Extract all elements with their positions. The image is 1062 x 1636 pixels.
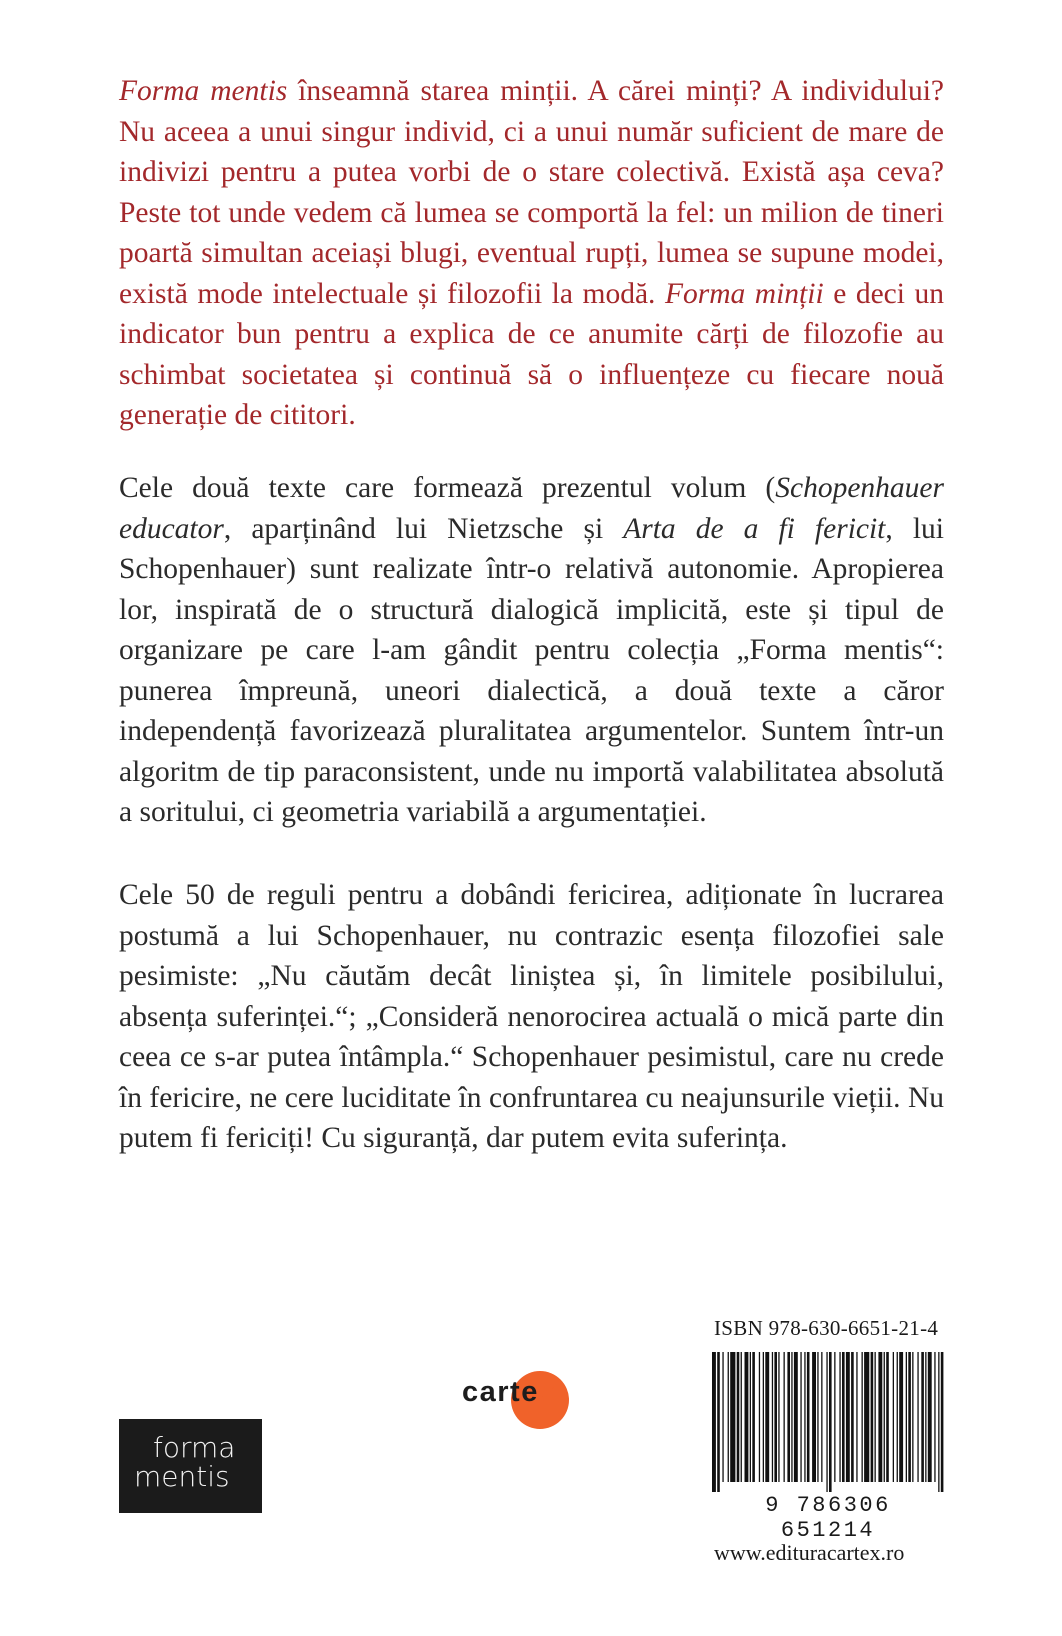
barcode-bar — [728, 1352, 729, 1482]
series-logo-line-1: forma — [153, 1431, 236, 1464]
barcode-bar — [938, 1352, 939, 1492]
barcode-bar — [925, 1352, 926, 1482]
barcode-bar — [917, 1352, 918, 1482]
intro-text: înseamnă starea minții. A cărei minți? A individului? Nu aceea a unui singur individ, ci a unui număr suficient de mare de indivizi pentru a putea vorbi de o stare colectivă. Există așa ceva? Peste tot unde vedem că lumea se comportă la fel: un milion de tineri poartă simultan aceiași blugi, eventual rupți, lumea se supune modei, există mode intelectuale și filozofii la modă. — [119, 75, 944, 310]
barcode-bar — [765, 1352, 769, 1482]
barcode-bar — [722, 1352, 723, 1482]
title-arta-de-a-fi-fericit: Arta de a fi fericit — [623, 512, 886, 545]
rules-paragraph — [119, 875, 944, 1159]
barcode-bar — [878, 1352, 882, 1482]
barcode-bar — [875, 1352, 876, 1482]
barcode-bar — [864, 1352, 869, 1482]
barcode-bar — [794, 1352, 798, 1482]
cartex-publisher-logo — [462, 1368, 602, 1438]
barcode-digits: 9 786306 651214 — [765, 1493, 891, 1543]
barcode-bar — [908, 1352, 911, 1482]
barcode-bar — [759, 1352, 760, 1482]
barcode-bar — [752, 1352, 755, 1482]
barcode-bar — [791, 1352, 792, 1482]
barcode-bar — [741, 1352, 742, 1482]
barcode-bar — [807, 1352, 810, 1482]
volume-text-1: Cele două texte care formează prezentul volum ( — [119, 472, 776, 504]
forma-mentis-series-logo — [119, 1419, 262, 1513]
barcode-bar — [717, 1352, 720, 1492]
volume-text-3: , lui Schopenhauer) sunt realizate într-o relativă autonomie. Apropierea lor, inspirată de o structură dialogică implicită, este și tipul de organizare pe care l-am gândit pentru colecția „Forma mentis“: punerea împreună, uneori dialectică, a două texte a căror independență favorizează pluralitatea argumentelor. Suntem într-un algoritm de tip paraconsistent, unde nu importă valabilitatea absolută a soritului, ci geometria variabilă a argumentației. — [119, 512, 944, 828]
barcode-bar — [787, 1352, 790, 1482]
barcode-bar — [934, 1352, 935, 1482]
barcode-bar — [834, 1352, 835, 1482]
barcode-bar — [851, 1352, 854, 1482]
barcode-bar — [884, 1352, 885, 1482]
barcode-bar — [897, 1352, 898, 1482]
barcode-bar — [821, 1352, 822, 1482]
barcode-bar — [941, 1352, 944, 1492]
title-schopenhauer-educator: Schopenhauer educator — [119, 472, 944, 545]
rules-text: Cele 50 de reguli pentru a dobândi fericirea, adiționate în lucrarea postumă a lui Schopenhauer, nu contrazic esența filozofiei sale pesimiste: „Nu căutăm decât liniștea și, în limitele posibilului, absența suferinței.“; „Consideră nenorocirea actuală o mică parte din ceea ce s-ar putea întâmpla.“ Schopenhauer pesimistul, care nu crede în fericire, ne cere luciditate în confruntarea cu neajunsurile vieții. Nu putem fi fericiți! Cu siguranță, dar putem evita suferința. — [119, 879, 944, 1154]
barcode-bar — [856, 1352, 857, 1482]
barcode-bar — [893, 1352, 894, 1482]
intro-paragraph — [119, 71, 944, 436]
barcode-bar — [817, 1352, 818, 1482]
barcode-bar — [745, 1352, 749, 1482]
barcode-bar — [772, 1352, 773, 1482]
barcode-bar — [804, 1352, 805, 1482]
isbn-label: ISBN 978-630-6651-21-4 — [714, 1316, 939, 1340]
barcode-bar — [899, 1352, 903, 1482]
logo-wordmark-suffix: x — [538, 1376, 557, 1408]
barcode-bar — [750, 1352, 751, 1482]
barcode-bar — [839, 1352, 840, 1482]
isbn-barcode — [712, 1352, 944, 1500]
barcode-bar — [829, 1352, 832, 1492]
intro-term-2: Forma minții — [664, 277, 824, 310]
barcode-bar — [886, 1352, 889, 1482]
barcode-bar — [846, 1352, 850, 1482]
barcode-graphic — [712, 1352, 944, 1492]
barcode-bar — [842, 1352, 845, 1482]
barcode-bar — [712, 1352, 716, 1492]
barcode-bar — [906, 1352, 907, 1482]
intro-term: Forma mentis — [119, 75, 288, 107]
volume-description-paragraph — [119, 468, 944, 833]
barcode-bar — [800, 1352, 801, 1482]
barcode-bar — [737, 1352, 740, 1482]
barcode-bar — [871, 1352, 874, 1482]
barcode-bar — [774, 1352, 777, 1482]
barcode-bar — [826, 1352, 827, 1492]
logo-wordmark-prefix: carte — [462, 1376, 539, 1408]
publisher-website: www.edituracartex.ro — [714, 1540, 905, 1565]
barcode-bar — [862, 1352, 863, 1482]
barcode-bar — [784, 1352, 785, 1482]
barcode-bar — [812, 1352, 816, 1482]
barcode-bar — [763, 1352, 764, 1482]
barcode-bar — [778, 1352, 779, 1482]
volume-text-2: , aparținând lui Nietzsche și — [223, 512, 624, 545]
logo-wordmark — [462, 1376, 556, 1409]
series-logo-line-2: mentis — [134, 1460, 230, 1493]
barcode-bar — [730, 1352, 735, 1482]
barcode-bar — [928, 1352, 932, 1482]
barcode-bar — [912, 1352, 913, 1482]
intro-text-2: e deci un indicator bun pentru a explica de ce anumite cărți de filozofie au schimbat societatea și continuă să o influențeze cu fiecare nouă generație de cititori. — [119, 277, 944, 431]
barcode-bar — [921, 1352, 924, 1482]
